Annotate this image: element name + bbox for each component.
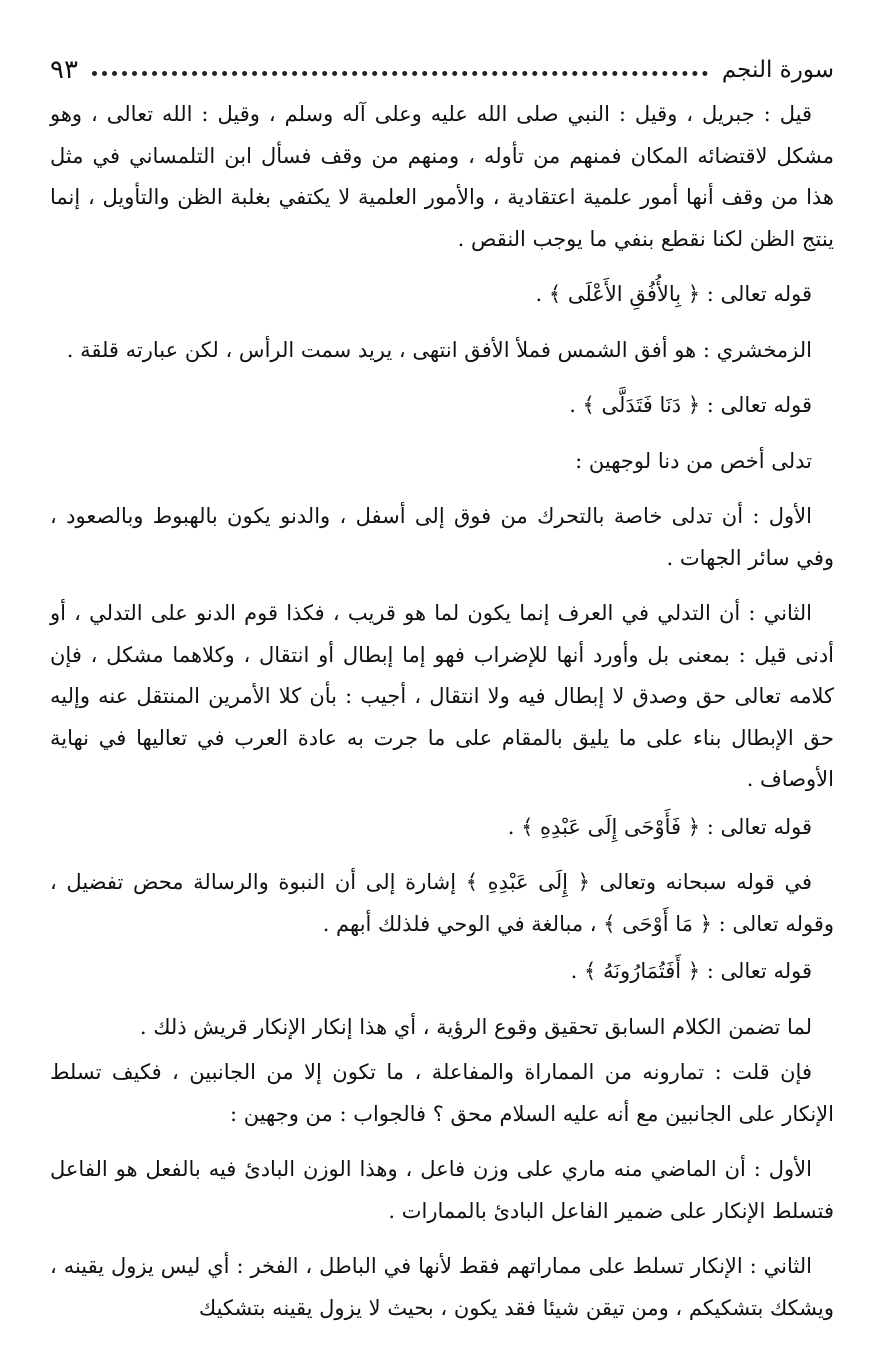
paragraph: تدلى أخص من دنا لوجهين : xyxy=(575,448,812,473)
paragraph: الثاني : الإنكار تسلط على مماراتهم فقط لأنها في الباطل ، الفخر : أي ليس يزول يقينه ، ويشكك بتشكيكم ، ومن تيقن شيئا فقد يكون ، بحيث لا يزول يقينه بتشكيك xyxy=(50,1254,834,1320)
verse-heading: قوله تعالى : ﴿ بِالأُفُقِ الأَعْلَى ﴾ . xyxy=(535,282,812,306)
paragraph: فإن قلت : تمارونه من المماراة والمفاعلة ، ما تكون إلا من الجانبين ، فكيف تسلط الإنكار على الجانبين مع أنه عليه السلام محق ؟ فالجواب : من وجهين : xyxy=(50,1060,834,1126)
page-number: ٩٣ xyxy=(50,55,78,85)
paragraph: في قوله سبحانه وتعالى ﴿ إِلَى عَبْدِهِ ﴾ إشارة إلى أن النبوة والرسالة محض تفضيل ، وقوله تعالى : ﴿ مَا أَوْحَى ﴾ ، مبالغة في الوحي فلذلك أبهم . xyxy=(50,870,834,936)
paragraph: الثاني : أن التدلي في العرف إنما يكون لما هو قريب ، فكذا قوم الدنو على التدلي ، أو أدنى قيل : بمعنى بل وأورد أنها للإضراب فهو إما إبطال أو انتقال ، وكلاهما مشكل ، فإن كلامه تعالى حق وصدق لا إبطال فيه ولا انتقال ، أجيب : بأن كلا الأمرين المنتقل عنه وإليه حق الإبطال بناء على ما يليق بالمقام على ما جرت به عادة العرب في تعاليها في نهاية الأوصاف . xyxy=(50,601,835,791)
paragraph: الزمخشري : هو أفق الشمس فملأ الأفق انتهى ، يريد سمت الرأس ، لكن عبارته قلقة . xyxy=(66,337,812,362)
running-header xyxy=(50,52,834,88)
page-body xyxy=(50,94,834,1329)
verse-heading: قوله تعالى : ﴿ دَنَا فَتَدَلَّى ﴾ . xyxy=(569,393,812,417)
header-dotted-leader xyxy=(92,71,708,76)
verse-heading: قوله تعالى : ﴿ فَأَوْحَى إِلَى عَبْدِهِ ﴾ . xyxy=(507,814,812,839)
verse-heading: قوله تعالى : ﴿ أَفَتُمَارُونَهُ ﴾ . xyxy=(570,959,812,983)
paragraph: لما تضمن الكلام السابق تحقيق وقوع الرؤية ، أي هذا إنكار الإنكار قريش ذلك . xyxy=(139,1014,812,1039)
surah-title: سورة النجم xyxy=(721,57,834,83)
paragraph: قيل : جبريل ، وقيل : النبي صلى الله عليه وعلى آله وسلم ، وقيل : الله تعالى ، وهو مشكل لاقتضائه المكان فمنهم من تأوله ، ومنهم من وقف فسأل ابن التلمساني في مثل هذا من وقف أنها أمور علمية اعتقادية ، والأمور العلمية لا يكتفي بغلبة الظن والتأويل ، إنما ينتج الظن لكنا نقطع بنفي ما يوجب النقص . xyxy=(50,102,834,251)
paragraph: الأول : أن الماضي منه ماري على وزن فاعل ، وهذا الوزن البادئ فيه بالفعل هو الفاعل فتسلط الإنكار على ضمير الفاعل البادئ بالممارات . xyxy=(50,1157,834,1223)
book-page xyxy=(50,52,834,1333)
paragraph: الأول : أن تدلى خاصة بالتحرك من فوق إلى أسفل ، والدنو يكون بالهبوط وبالصعود ، وفي سائر الجهات . xyxy=(50,504,834,570)
